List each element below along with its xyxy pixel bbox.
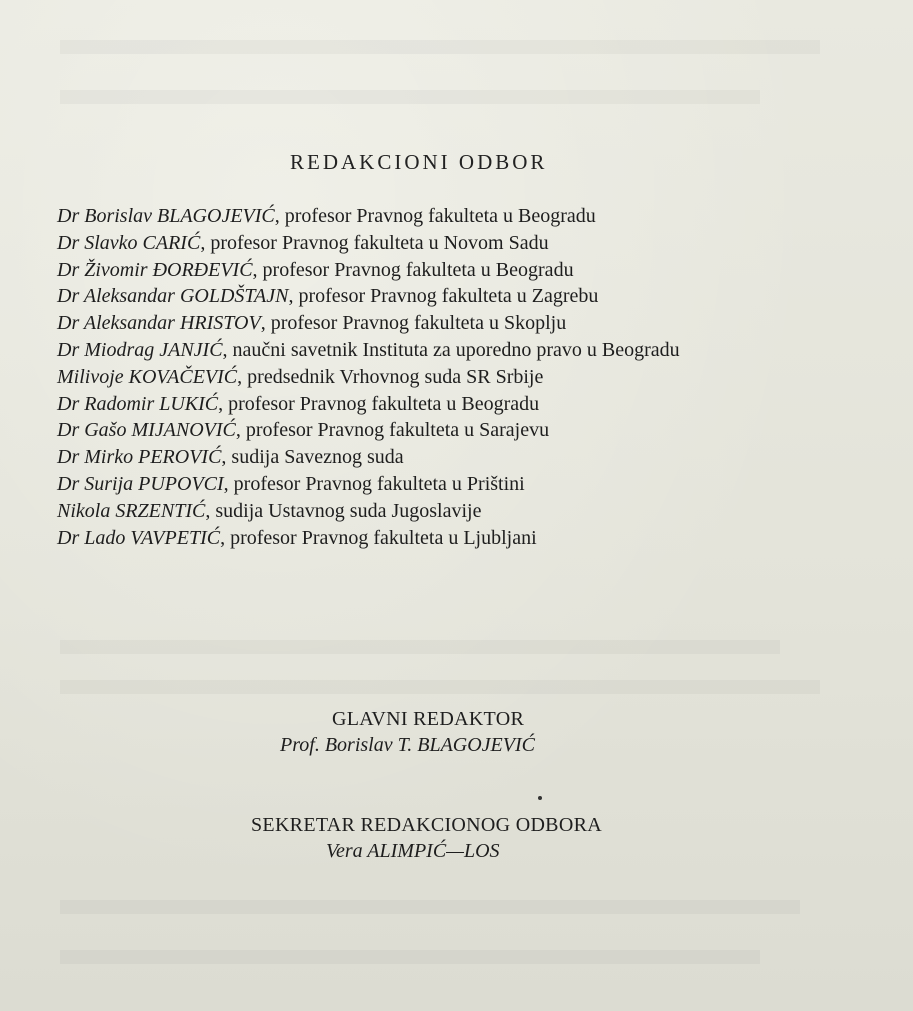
board-member-list (57, 203, 857, 551)
member-name: Dr Aleksandar GOLDŠTAJN (57, 285, 289, 308)
bleed-through-line (60, 900, 800, 914)
member-role: , naučni savetnik Instituta za uporedno pravo u Beogradu (222, 338, 680, 361)
member-role: , sudija Ustavnog suda Jugoslavije (205, 499, 482, 522)
board-member (57, 498, 857, 525)
member-role: , profesor Pravnog fakulteta u Beogradu (274, 205, 596, 227)
editor-heading: GLAVNI REDAKTOR (332, 708, 525, 730)
board-member (57, 257, 857, 284)
bleed-through-line (60, 90, 760, 104)
member-name: Dr Mirko PEROVIĆ (57, 446, 222, 469)
member-name: Dr Živomir ĐORĐEVIĆ (57, 258, 253, 281)
board-member (57, 230, 857, 257)
board-member (57, 203, 857, 230)
member-role: , profesor Pravnog fakulteta u Zagrebu (288, 285, 599, 308)
board-member (57, 337, 857, 364)
secretary-name: Vera ALIMPIĆ—LOS (326, 840, 500, 862)
member-role: , sudija Saveznog suda (221, 446, 404, 469)
print-speck (538, 796, 542, 800)
member-role: , profesor Pravnog fakulteta u Prištini (223, 472, 525, 495)
board-member (57, 417, 857, 444)
member-name: Milivoje KOVAČEVIĆ (57, 365, 238, 388)
bleed-through-line (60, 40, 820, 54)
member-name: Dr Aleksandar HRISTOV (57, 312, 261, 335)
secretary-heading: SEKRETAR REDAKCIONOG ODBORA (251, 814, 602, 836)
member-name: Dr Slavko CARIĆ (57, 231, 201, 254)
secretary-block (251, 812, 602, 864)
board-member (57, 471, 857, 498)
member-name: Dr Lado VAVPETIĆ (57, 526, 221, 549)
bleed-through-line (60, 640, 780, 654)
member-role: , profesor Pravnog fakulteta u Beogradu (218, 392, 540, 415)
member-role: , profesor Pravnog fakulteta u Beogradu (252, 258, 574, 281)
member-role: , predsednik Vrhovnog suda SR Srbije (237, 365, 544, 388)
bleed-through-line (60, 680, 820, 694)
member-name: Dr Miodrag JANJIĆ (57, 338, 223, 361)
member-role: , profesor Pravnog fakulteta u Sarajevu (235, 419, 550, 442)
board-member (57, 283, 857, 310)
editor-name: Prof. Borislav T. BLAGOJEVIĆ (280, 734, 535, 756)
board-member (57, 525, 857, 552)
member-name: Dr Radomir LUKIĆ (57, 392, 219, 415)
board-member (57, 391, 857, 418)
member-name: Dr Borislav BLAGOJEVIĆ (57, 205, 275, 227)
bleed-through-line (60, 950, 760, 964)
member-role: , profesor Pravnog fakulteta u Novom Sadu (200, 231, 549, 254)
member-role: , profesor Pravnog fakulteta u Ljubljani (220, 526, 537, 549)
editor-block (280, 706, 535, 758)
member-name: Dr Gašo MIJANOVIĆ (57, 419, 236, 442)
board-member (57, 444, 857, 471)
member-name: Nikola SRZENTIĆ (57, 499, 206, 522)
member-role: , profesor Pravnog fakulteta u Skoplju (260, 312, 567, 335)
board-member (57, 310, 857, 337)
member-name: Dr Surija PUPOVCI (57, 472, 224, 495)
board-title-text: REDAKCIONI ODBOR (290, 150, 548, 174)
board-member (57, 364, 857, 391)
